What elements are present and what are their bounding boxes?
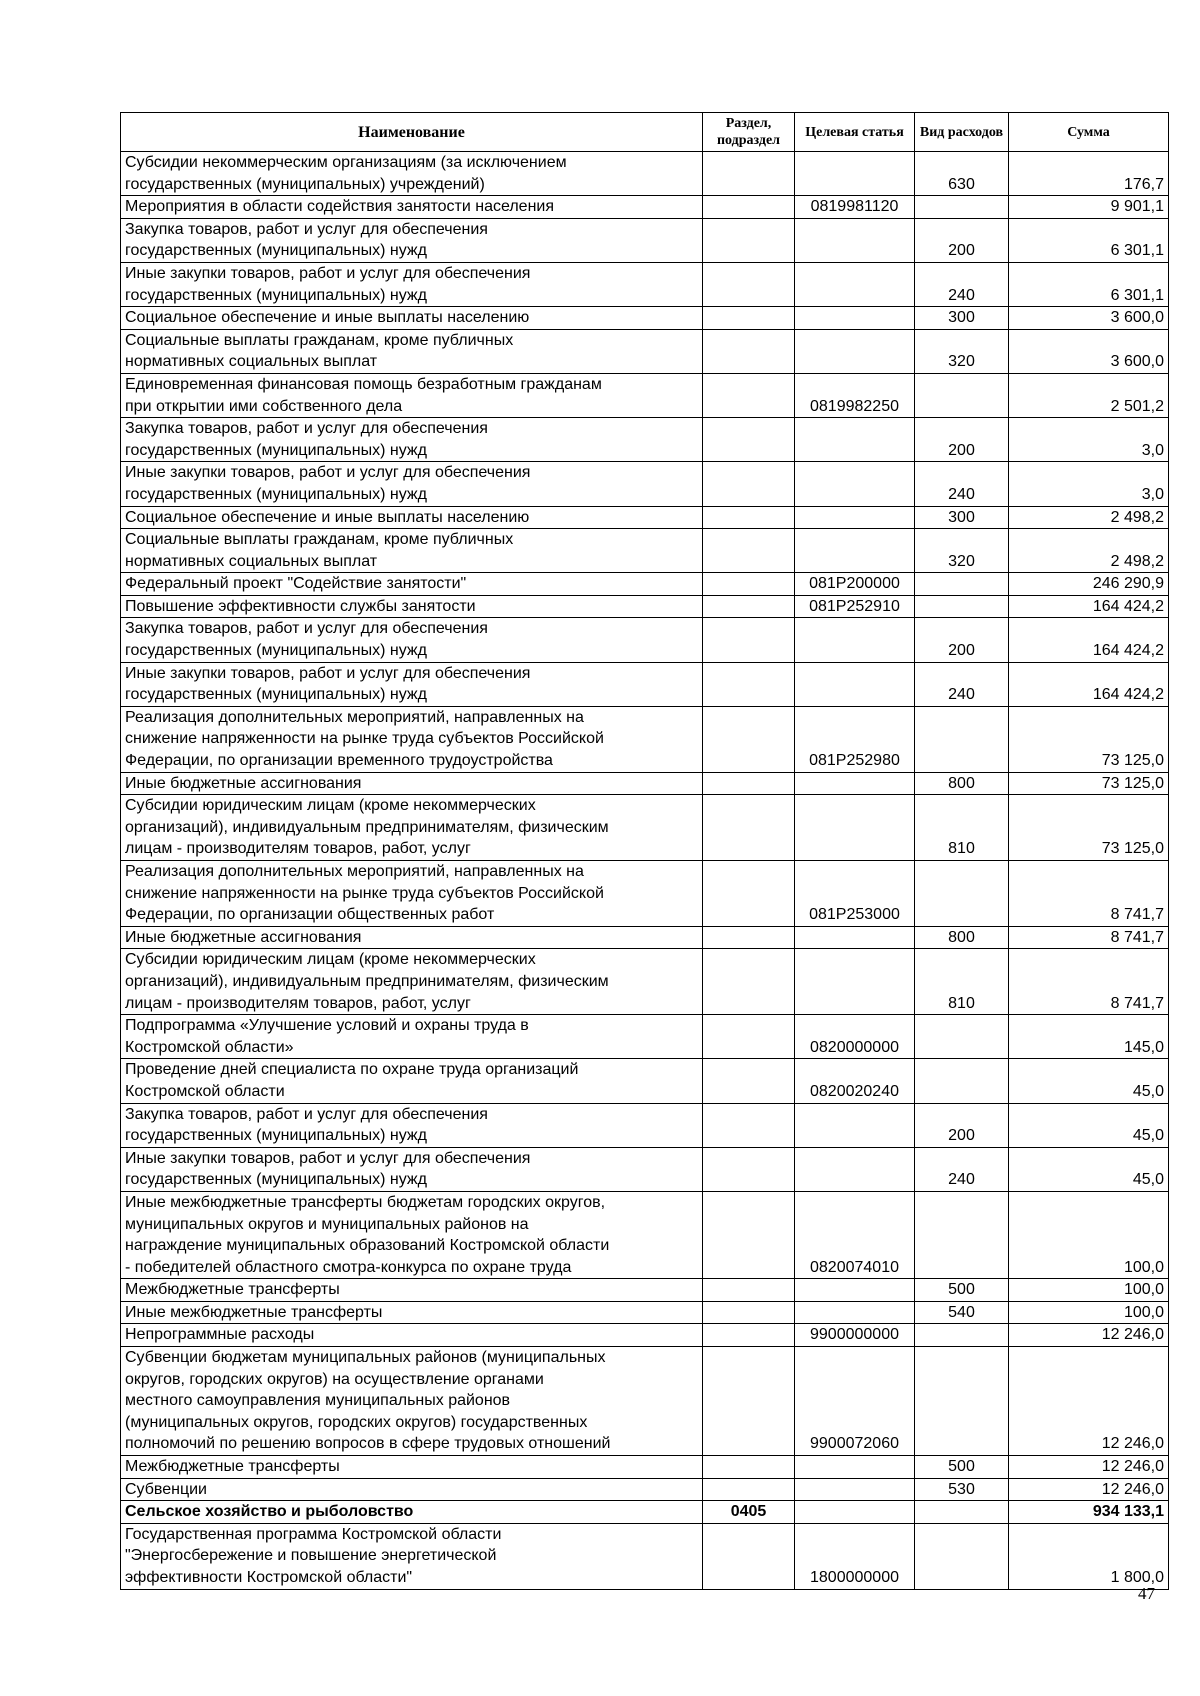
table-row [121,152,1169,196]
cell-target [795,529,915,573]
cell-sum: 164 424,2 [1009,595,1169,618]
cell-sum: 164 424,2 [1009,618,1169,662]
cell-kind: 300 [915,307,1009,330]
cell-section [703,1279,795,1302]
cell-target [795,1301,915,1324]
cell-name: Реализация дополнительных мероприятий, направленных на снижение напряженности на рынке труда субъектов Российской Федерации, по организации общественных работ [121,861,703,927]
cell-name: Социальные выплаты гражданам, кроме публичных нормативных социальных выплат [121,329,703,373]
cell-kind [915,1347,1009,1456]
cell-section [703,1478,795,1501]
cell-target [795,1456,915,1479]
cell-sum: 164 424,2 [1009,662,1169,706]
header-target: Целевая статья [795,113,915,152]
cell-kind: 810 [915,949,1009,1015]
cell-sum: 3 600,0 [1009,307,1169,330]
table-row [121,1279,1169,1302]
cell-kind [915,1015,1009,1059]
cell-target: 0820020240 [795,1059,915,1103]
cell-target [795,1279,915,1302]
cell-section [703,1015,795,1059]
cell-target: 081P252910 [795,595,915,618]
cell-section [703,262,795,306]
cell-target [795,926,915,949]
cell-section [703,1059,795,1103]
cell-name: Межбюджетные трансферты [121,1456,703,1479]
table-row [121,1015,1169,1059]
cell-sum: 1 800,0 [1009,1523,1169,1589]
cell-section [703,1301,795,1324]
cell-target [795,1147,915,1191]
table-row [121,1147,1169,1191]
cell-name: Подпрограмма «Улучшение условий и охраны труда в Костромской области» [121,1015,703,1059]
table-row [121,1059,1169,1103]
cell-section [703,1456,795,1479]
cell-sum: 3,0 [1009,418,1169,462]
cell-name: Субвенции бюджетам муниципальных районов (муниципальных округов, городских округов) на осуществление органами местного самоуправления муниципальных районов (муниципальных округов, городских округов) государственных полномочий по решению вопросов в сфере трудовых отношений [121,1347,703,1456]
cell-kind: 320 [915,329,1009,373]
cell-name: Субсидии некоммерческим организациям (за исключением государственных (муниципальных) учреждений) [121,152,703,196]
cell-sum: 3 600,0 [1009,329,1169,373]
cell-name: Мероприятия в области содействия занятости населения [121,196,703,219]
budget-table [120,112,1169,1590]
cell-sum: 100,0 [1009,1191,1169,1278]
cell-target [795,152,915,196]
cell-name: Реализация дополнительных мероприятий, направленных на снижение напряженности на рынке труда субъектов Российской Федерации, по организации временного трудоустройства [121,706,703,772]
cell-sum: 12 246,0 [1009,1456,1169,1479]
table-row [121,262,1169,306]
header-kind: Вид расходов [915,113,1009,152]
cell-target: 9900000000 [795,1324,915,1347]
cell-target [795,1478,915,1501]
cell-target [795,418,915,462]
cell-sum: 73 125,0 [1009,795,1169,861]
cell-name: Социальные выплаты гражданам, кроме публичных нормативных социальных выплат [121,529,703,573]
table-row [121,1478,1169,1501]
table-row [121,373,1169,417]
cell-name: Федеральный проект "Содействие занятости" [121,573,703,596]
cell-name: Иные межбюджетные трансферты бюджетам городских округов, муниципальных округов и муниципальных районов на награждение муниципальных образований Костромской области - победителей областного смотра-конкурса по охране труда [121,1191,703,1278]
table-row [121,307,1169,330]
cell-target: 081P253000 [795,861,915,927]
cell-section [703,373,795,417]
cell-sum: 100,0 [1009,1301,1169,1324]
cell-section [703,529,795,573]
cell-name: Иные закупки товаров, работ и услуг для обеспечения государственных (муниципальных) нужд [121,462,703,506]
cell-sum: 73 125,0 [1009,772,1169,795]
cell-name: Проведение дней специалиста по охране труда организаций Костромской области [121,1059,703,1103]
cell-kind: 500 [915,1456,1009,1479]
table-row [121,196,1169,219]
cell-kind [915,1501,1009,1524]
table-row [121,329,1169,373]
cell-section [703,152,795,196]
cell-kind [915,1059,1009,1103]
cell-sum: 100,0 [1009,1279,1169,1302]
cell-section [703,196,795,219]
cell-section: 0405 [703,1501,795,1524]
cell-name: Субсидии юридическим лицам (кроме некоммерческих организаций), индивидуальным предпринимателям, физическим лицам - производителям товаров, работ, услуг [121,795,703,861]
table-header [121,113,1169,152]
table-row [121,462,1169,506]
table-row [121,1347,1169,1456]
cell-name: Социальное обеспечение и иные выплаты населению [121,307,703,330]
cell-sum: 73 125,0 [1009,706,1169,772]
cell-kind: 540 [915,1301,1009,1324]
cell-target: 0819982250 [795,373,915,417]
cell-kind [915,1324,1009,1347]
cell-sum: 6 301,1 [1009,218,1169,262]
cell-kind: 240 [915,262,1009,306]
cell-target: 0819981120 [795,196,915,219]
cell-target [795,462,915,506]
cell-section [703,926,795,949]
cell-target [795,262,915,306]
table-row [121,1456,1169,1479]
cell-target: 9900072060 [795,1347,915,1456]
table-row [121,1103,1169,1147]
cell-sum: 9 901,1 [1009,196,1169,219]
cell-kind [915,196,1009,219]
cell-kind [915,595,1009,618]
cell-section [703,949,795,1015]
table-row [121,1301,1169,1324]
cell-section [703,795,795,861]
cell-name: Иные закупки товаров, работ и услуг для обеспечения государственных (муниципальных) нужд [121,662,703,706]
cell-sum: 45,0 [1009,1103,1169,1147]
cell-kind: 810 [915,795,1009,861]
cell-sum: 8 741,7 [1009,949,1169,1015]
cell-sum: 176,7 [1009,152,1169,196]
cell-sum: 45,0 [1009,1059,1169,1103]
table-row [121,506,1169,529]
cell-kind [915,1191,1009,1278]
cell-sum: 3,0 [1009,462,1169,506]
table-row [121,218,1169,262]
cell-name: Иные закупки товаров, работ и услуг для обеспечения государственных (муниципальных) нужд [121,262,703,306]
cell-sum: 2 498,2 [1009,529,1169,573]
table-row [121,706,1169,772]
cell-target [795,307,915,330]
cell-section [703,418,795,462]
cell-sum: 45,0 [1009,1147,1169,1191]
cell-sum: 12 246,0 [1009,1478,1169,1501]
cell-target: 081P200000 [795,573,915,596]
cell-kind [915,861,1009,927]
cell-sum: 8 741,7 [1009,926,1169,949]
cell-sum: 12 246,0 [1009,1324,1169,1347]
cell-section [703,662,795,706]
cell-name: Закупка товаров, работ и услуг для обеспечения государственных (муниципальных) нужд [121,1103,703,1147]
cell-section [703,506,795,529]
table-row [121,595,1169,618]
cell-target [795,662,915,706]
cell-section [703,1324,795,1347]
cell-section [703,772,795,795]
cell-kind: 530 [915,1478,1009,1501]
cell-sum: 145,0 [1009,1015,1169,1059]
table-row [121,573,1169,596]
table-row [121,662,1169,706]
cell-kind: 240 [915,462,1009,506]
cell-target: 0820000000 [795,1015,915,1059]
table-row [121,1501,1169,1524]
cell-name: Субсидии юридическим лицам (кроме некоммерческих организаций), индивидуальным предпринимателям, физическим лицам - производителям товаров, работ, услуг [121,949,703,1015]
cell-name: Закупка товаров, работ и услуг для обеспечения государственных (муниципальных) нужд [121,418,703,462]
cell-section [703,1191,795,1278]
cell-kind: 630 [915,152,1009,196]
cell-section [703,861,795,927]
cell-target [795,1103,915,1147]
cell-name: Непрограммные расходы [121,1324,703,1347]
cell-kind: 320 [915,529,1009,573]
cell-target [795,329,915,373]
cell-target [795,618,915,662]
cell-sum: 12 246,0 [1009,1347,1169,1456]
cell-kind: 200 [915,418,1009,462]
cell-kind: 800 [915,772,1009,795]
cell-name: Иные межбюджетные трансферты [121,1301,703,1324]
cell-kind: 800 [915,926,1009,949]
cell-section [703,595,795,618]
cell-target: 0820074010 [795,1191,915,1278]
cell-kind: 200 [915,1103,1009,1147]
cell-sum: 246 290,9 [1009,573,1169,596]
cell-kind: 200 [915,618,1009,662]
table-body [121,152,1169,1590]
table-row [121,1523,1169,1589]
table-row [121,861,1169,927]
cell-kind [915,573,1009,596]
cell-target [795,949,915,1015]
cell-name: Субвенции [121,1478,703,1501]
table-row [121,772,1169,795]
cell-kind: 500 [915,1279,1009,1302]
cell-target: 1800000000 [795,1523,915,1589]
cell-kind: 240 [915,662,1009,706]
cell-name: Иные бюджетные ассигнования [121,926,703,949]
cell-kind: 200 [915,218,1009,262]
cell-name: Единовременная финансовая помощь безработным гражданам при открытии ими собственного дела [121,373,703,417]
cell-name: Сельское хозяйство и рыболовство [121,1501,703,1524]
cell-kind: 240 [915,1147,1009,1191]
cell-sum: 2 498,2 [1009,506,1169,529]
cell-section [703,1523,795,1589]
cell-target [795,218,915,262]
cell-kind [915,1523,1009,1589]
header-row [121,113,1169,152]
table-row [121,529,1169,573]
cell-section [703,618,795,662]
cell-target: 081P252980 [795,706,915,772]
table-row [121,795,1169,861]
cell-name: Закупка товаров, работ и услуг для обеспечения государственных (муниципальных) нужд [121,618,703,662]
cell-name: Закупка товаров, работ и услуг для обеспечения государственных (муниципальных) нужд [121,218,703,262]
cell-sum: 2 501,2 [1009,373,1169,417]
table-row [121,1324,1169,1347]
table-row [121,926,1169,949]
cell-section [703,1347,795,1456]
table-row [121,618,1169,662]
table-row [121,949,1169,1015]
cell-section [703,329,795,373]
header-sum: Сумма [1009,113,1169,152]
cell-name: Повышение эффективности службы занятости [121,595,703,618]
cell-section [703,706,795,772]
table-row [121,1191,1169,1278]
cell-kind [915,706,1009,772]
cell-section [703,218,795,262]
cell-target [795,506,915,529]
cell-section [703,573,795,596]
cell-name: Иные закупки товаров, работ и услуг для обеспечения государственных (муниципальных) нужд [121,1147,703,1191]
cell-kind [915,373,1009,417]
cell-sum: 8 741,7 [1009,861,1169,927]
cell-name: Социальное обеспечение и иные выплаты населению [121,506,703,529]
cell-section [703,1147,795,1191]
header-name: Наименование [121,113,703,152]
cell-section [703,1103,795,1147]
cell-name: Государственная программа Костромской области "Энергосбережение и повышение энергетической эффективности Костромской области" [121,1523,703,1589]
cell-target [795,795,915,861]
cell-name: Межбюджетные трансферты [121,1279,703,1302]
page-number: 47 [1138,1584,1155,1603]
cell-sum: 6 301,1 [1009,262,1169,306]
cell-name: Иные бюджетные ассигнования [121,772,703,795]
table-row [121,418,1169,462]
cell-sum: 934 133,1 [1009,1501,1169,1524]
cell-section [703,307,795,330]
cell-target [795,1501,915,1524]
cell-section [703,462,795,506]
cell-target [795,772,915,795]
cell-kind: 300 [915,506,1009,529]
header-section: Раздел, подраздел [703,113,795,152]
